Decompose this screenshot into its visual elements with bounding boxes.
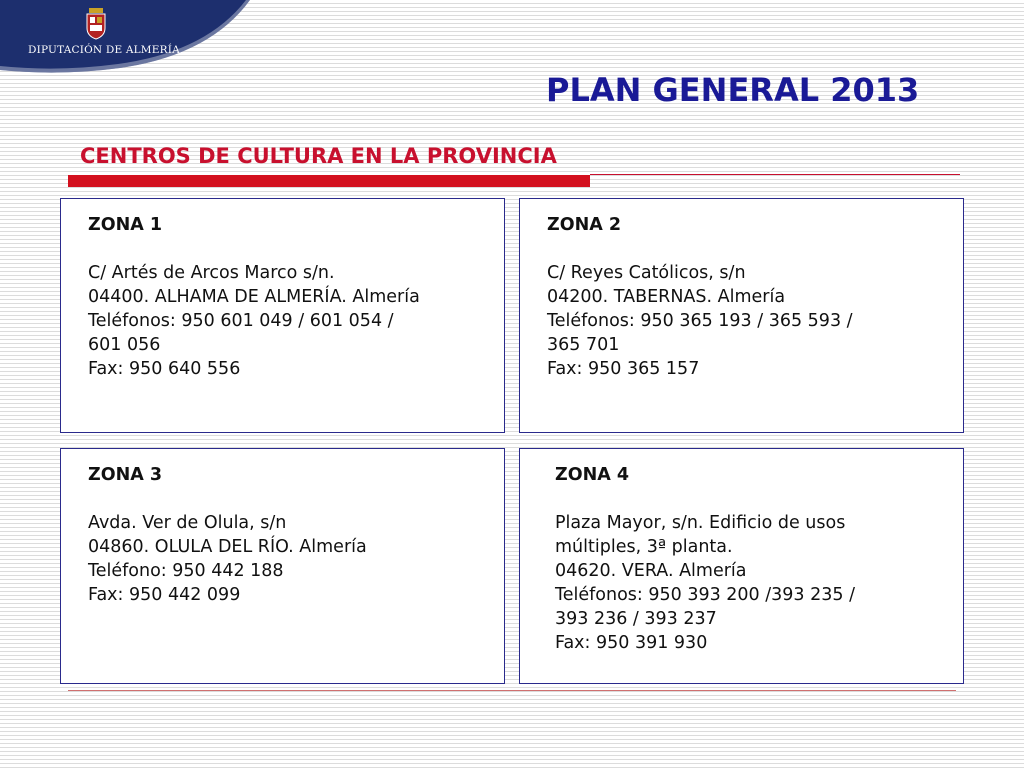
logo-text: DIPUTACIÓN DE ALMERÍA — [28, 44, 180, 56]
phone-line-continued: 601 056 — [88, 335, 161, 355]
phone-line: Teléfonos: 950 393 200 /393 235 / — [555, 585, 855, 605]
zone-content — [547, 213, 947, 381]
phone-line: Teléfono: 950 442 188 — [88, 561, 284, 581]
zone-content — [88, 213, 488, 381]
fax-line: Fax: 950 365 157 — [547, 359, 700, 379]
zone-card-3 — [60, 448, 505, 684]
phone-line-continued: 365 701 — [547, 335, 620, 355]
zone-title: ZONA 4 — [555, 465, 630, 485]
zone-card-1 — [60, 198, 505, 433]
phone-line: Teléfonos: 950 365 193 / 365 593 / — [547, 311, 853, 331]
address-line: C/ Reyes Católicos, s/n — [547, 263, 746, 283]
coat-of-arms-icon — [85, 8, 107, 40]
logo-banner — [0, 0, 250, 74]
fax-line: Fax: 950 442 099 — [88, 585, 241, 605]
zone-content — [555, 463, 955, 655]
postal-line: 04860. OLULA DEL RÍO. Almería — [88, 537, 367, 557]
zone-title: ZONA 2 — [547, 215, 622, 235]
zone-content — [88, 463, 488, 607]
fax-line: Fax: 950 391 930 — [555, 633, 708, 653]
address-line: Avda. Ver de Olula, s/n — [88, 513, 287, 533]
address-line: C/ Artés de Arcos Marco s/n. — [88, 263, 335, 283]
address-line-continued: múltiples, 3ª planta. — [555, 537, 733, 557]
red-divider-bar — [68, 175, 590, 187]
bottom-divider-line — [68, 690, 956, 691]
zone-card-4 — [519, 448, 964, 684]
page-subtitle: CENTROS DE CULTURA EN LA PROVINCIA — [80, 144, 557, 168]
phone-line: Teléfonos: 950 601 049 / 601 054 / — [88, 311, 394, 331]
zone-card-2 — [519, 198, 964, 433]
page-title: PLAN GENERAL 2013 — [546, 71, 920, 109]
phone-line-continued: 393 236 / 393 237 — [555, 609, 717, 629]
postal-line: 04620. VERA. Almería — [555, 561, 747, 581]
postal-line: 04400. ALHAMA DE ALMERÍA. Almería — [88, 287, 420, 307]
banner-shape — [0, 0, 250, 74]
postal-line: 04200. TABERNAS. Almería — [547, 287, 786, 307]
fax-line: Fax: 950 640 556 — [88, 359, 241, 379]
address-line: Plaza Mayor, s/n. Edificio de usos — [555, 513, 846, 533]
zone-title: ZONA 1 — [88, 215, 163, 235]
zone-title: ZONA 3 — [88, 465, 163, 485]
red-divider-line — [590, 174, 960, 175]
